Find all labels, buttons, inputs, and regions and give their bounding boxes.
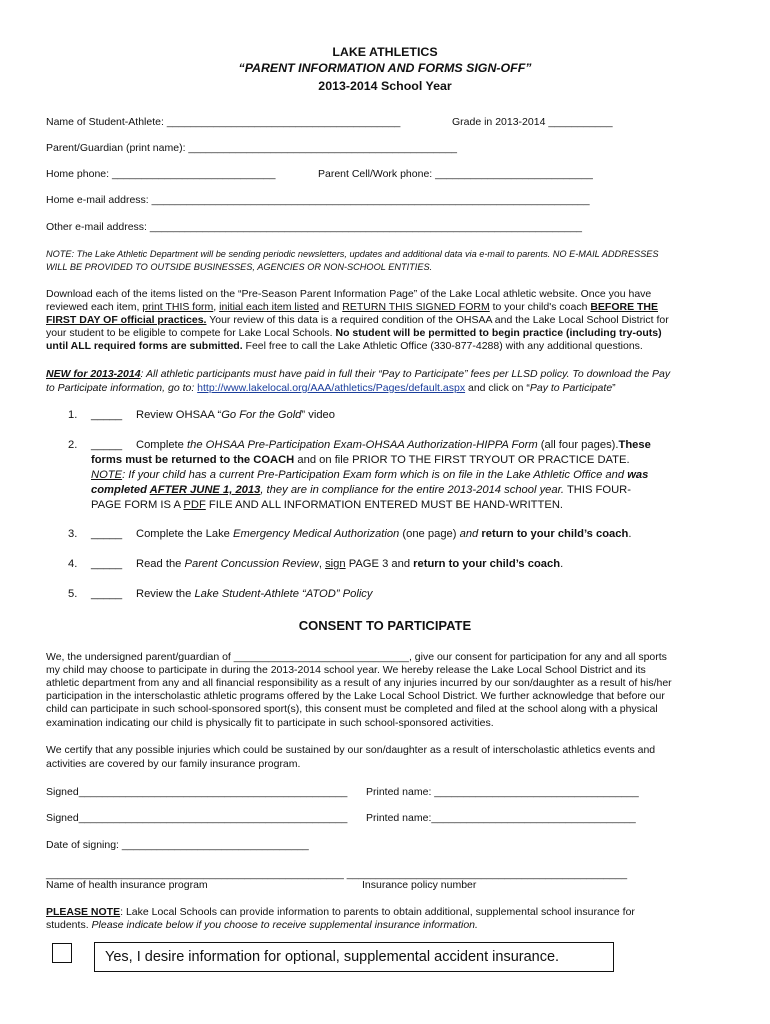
- item-2-line5: PAGE FORM IS A PDF FILE AND ALL INFORMATION ENTERED MUST BE HAND-WRITTEN.: [91, 499, 564, 511]
- item-initial-blank[interactable]: _____: [91, 588, 123, 600]
- home-email-field[interactable]: Home e-mail address: ___________________________________________________________________________: [46, 194, 590, 206]
- consent-line: We, the undersigned parent/guardian of ______________________________, give our consent for participation for any and all sports: [46, 651, 667, 663]
- form-title: “PARENT INFORMATION AND FORMS SIGN-OFF”: [238, 61, 532, 75]
- supplemental-insurance-checkbox[interactable]: [52, 943, 72, 963]
- consent-line: my child may choose to participate in during the 2013-2014 school year. We hereby release the Lake Local School District and its: [46, 664, 646, 676]
- parent-name-field[interactable]: Parent/Guardian (print name): ______________________________________________: [46, 142, 458, 154]
- date-field[interactable]: Date of signing: ________________________________: [46, 839, 309, 851]
- student-name-field[interactable]: Name of Student-Athlete: ________________________________________: [46, 116, 401, 128]
- item-3-text: Complete the Lake Emergency Medical Authorization (one page) and return to your child’s coach.: [136, 528, 632, 540]
- please-note-line2: students. Please indicate below if you choose to receive supplemental insurance information.: [46, 919, 478, 931]
- insurance-cert-line: activities are covered by our family insurance program.: [46, 758, 301, 770]
- email-note-line2: WILL BE PROVIDED TO OUTSIDE BUSINESSES, AGENCIES OR NON-SCHOOL ENTITIES.: [46, 262, 433, 272]
- supplemental-insurance-option: [94, 942, 614, 972]
- signature-field[interactable]: Signed______________________________________________: [46, 786, 348, 798]
- item-4-text: Read the Parent Concussion Review, sign PAGE 3 and return to your child’s coach.: [136, 558, 564, 570]
- grade-field[interactable]: Grade in 2013-2014 ___________: [452, 116, 613, 128]
- pay-to-participate-link[interactable]: http://www.lakelocal.org/AAA/athletics/Pages/default.aspx: [197, 382, 466, 394]
- item-number: 3.: [68, 528, 78, 540]
- consent-line: child can participate in such school-sponsored sport(s), this consent must be completed and filed at the school along with a physical: [46, 703, 658, 715]
- supplemental-insurance-label: Yes, I desire information for optional, supplemental accident insurance.: [105, 949, 560, 965]
- item-number: 2.: [68, 439, 78, 451]
- cell-phone-field[interactable]: Parent Cell/Work phone: ___________________________: [318, 168, 593, 180]
- item-initial-blank[interactable]: _____: [91, 558, 123, 570]
- org-title: LAKE ATHLETICS: [332, 45, 438, 59]
- insurance-policy-label: Insurance policy number: [362, 879, 477, 891]
- printed-name-field[interactable]: Printed name: ___________________________________: [366, 786, 639, 798]
- home-phone-field[interactable]: Home phone: ____________________________: [46, 168, 276, 180]
- item-2-line4: completed AFTER JUNE 1, 2013, they are in compliance for the entire 2013-2014 school year. THIS FOUR-: [91, 484, 631, 496]
- download-line5: until ALL required forms are submitted. Feel free to call the Lake Athletic Office (330-877-4288) with any additional questions.: [46, 340, 643, 352]
- school-year: 2013-2014 School Year: [318, 79, 452, 93]
- item-2-line1: Complete the OHSAA Pre-Participation Exam-OHSAA Authorization-HIPPA Form (all four pages).These: [136, 439, 651, 451]
- item-number: 1.: [68, 409, 78, 421]
- item-2-line3: NOTE: If your child has a current Pre-Participation Exam form which is on file in the Lake Athletic Office and was: [91, 469, 649, 481]
- signature-field[interactable]: Signed______________________________________________: [46, 812, 348, 824]
- item-5-text: Review the Lake Student-Athlete “ATOD” Policy: [136, 588, 373, 600]
- download-line1: Download each of the items listed on the “Pre-Season Parent Information Page” of the Lake Local athletic website. Once you have: [46, 288, 652, 300]
- item-initial-blank[interactable]: _____: [91, 409, 123, 421]
- consent-line: athletic department from any and all financial responsibility as a result of any injuries incurred by our son/daughter as a result of his/her: [46, 677, 672, 689]
- item-2-line2: forms must be returned to the COACH and on file PRIOR TO THE FIRST TRYOUT OR PRACTICE DATE.: [91, 454, 630, 466]
- insurance-blank-lines[interactable]: ___________________________________________________ ________________________________________________: [46, 868, 628, 880]
- insurance-program-label: Name of health insurance program: [46, 879, 208, 891]
- item-initial-blank[interactable]: _____: [91, 439, 123, 451]
- download-line2: reviewed each item, print THIS form, initial each item listed and RETURN THIS SIGNED FORM to your child's coach BEFORE THE: [46, 301, 659, 313]
- item-number: 5.: [68, 588, 78, 600]
- printed-name-field[interactable]: Printed name:___________________________________: [366, 812, 636, 824]
- consent-heading: CONSENT TO PARTICIPATE: [298, 618, 472, 633]
- consent-line: participation in the interscholastic athletic programs offered by the Lake Local School District. We further acknowledge that before our: [46, 690, 665, 702]
- insurance-cert-line: We certify that any possible injuries which could be sustained by our son/daughter as a result of interscholastic athletics events and: [46, 744, 656, 756]
- download-line4: your student to be eligible to compete for Lake Local Schools. No student will be permitted to begin practice (including try-outs): [46, 327, 662, 339]
- download-line3: FIRST DAY OF official practices. Your review of this data is a required condition of the OHSAA and the Lake Local School District for: [46, 314, 669, 326]
- new-notice-line2: to Participate information, go to: http://www.lakelocal.org/AAA/athletics/Pages/default.aspx and click on “Pay to Participate”: [46, 382, 616, 394]
- please-note-line1: PLEASE NOTE: Lake Local Schools can provide information to parents to obtain additional, supplemental school insurance for: [46, 906, 635, 918]
- email-note-line1: NOTE: The Lake Athletic Department will be sending periodic newsletters, updates and additional data via e-mail to parents. NO E-MAIL ADDRESSES: [46, 249, 659, 259]
- item-number: 4.: [68, 558, 78, 570]
- consent-line: examination indicating our child is physically fit to participate in such school-sponsored activities.: [46, 717, 494, 729]
- item-initial-blank[interactable]: _____: [91, 528, 123, 540]
- new-notice-line1: NEW for 2013-2014: All athletic participants must have paid in full their “Pay to Participate” fees per LLSD policy. To download the Pay: [46, 368, 671, 380]
- item-1-text: Review OHSAA “Go For the Gold” video: [136, 409, 335, 421]
- other-email-field[interactable]: Other e-mail address: __________________________________________________________________________: [46, 221, 583, 233]
